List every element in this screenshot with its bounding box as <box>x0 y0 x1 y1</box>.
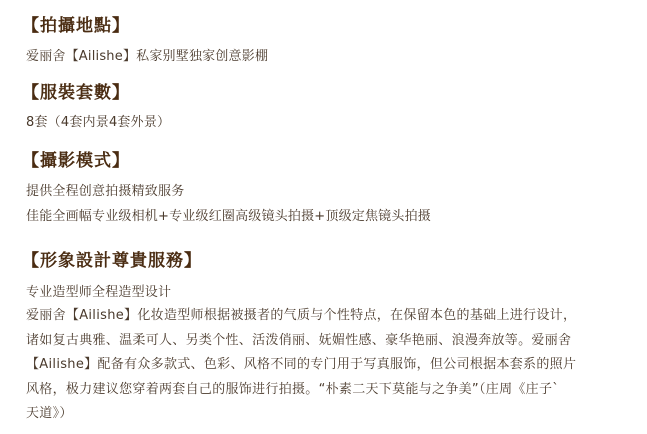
styling-description <box>26 304 626 427</box>
outfits-text: 8套（4套内景4套外景） <box>26 115 171 130</box>
styling-service-text: 专业造型师全程造型设计 <box>26 285 172 300</box>
styling-description-line: 诸如复古典雅、温柔可人、另类个性、活泼俏丽、妩媚性感、豪华艳丽、浪漫奔放等。爱丽舍 <box>26 332 572 348</box>
section-heading-outfits: 【服裝套數】 <box>22 83 130 103</box>
section-heading-styling-service: 【形象設計尊貴服務】 <box>22 251 202 271</box>
styling-description-line: 爱丽舍【Ailishe】化妆造型师根据被摄者的气质与个性特点，在保留本色的基础上进行设计， <box>26 308 577 323</box>
photography-mode-text-1: 提供全程创意拍摄精致服务 <box>26 184 185 199</box>
styling-description-line: 天道》） <box>26 406 73 421</box>
section-heading-photography-mode: 【攝影模式】 <box>22 151 130 171</box>
location-text: 爱丽舍【Ailishe】私家别墅独家创意影棚 <box>26 49 269 64</box>
styling-description-line: 风格，极力建议您穿着两套自己的服饰进行拍摄。“朴素二天下莫能与之争美”（庄周《庄子` <box>26 381 560 397</box>
section-heading-location: 【拍攝地點】 <box>22 16 130 36</box>
photography-mode-text-2: 佳能全画幅专业级相机+专业级红圈高级镜头拍摄+顶级定焦镜头拍摄 <box>26 209 431 224</box>
styling-description-line: 【Ailishe】配备有众多款式、色彩、风格不同的专门用于写真服饰，但公司根据本套系的照片 <box>26 357 577 372</box>
